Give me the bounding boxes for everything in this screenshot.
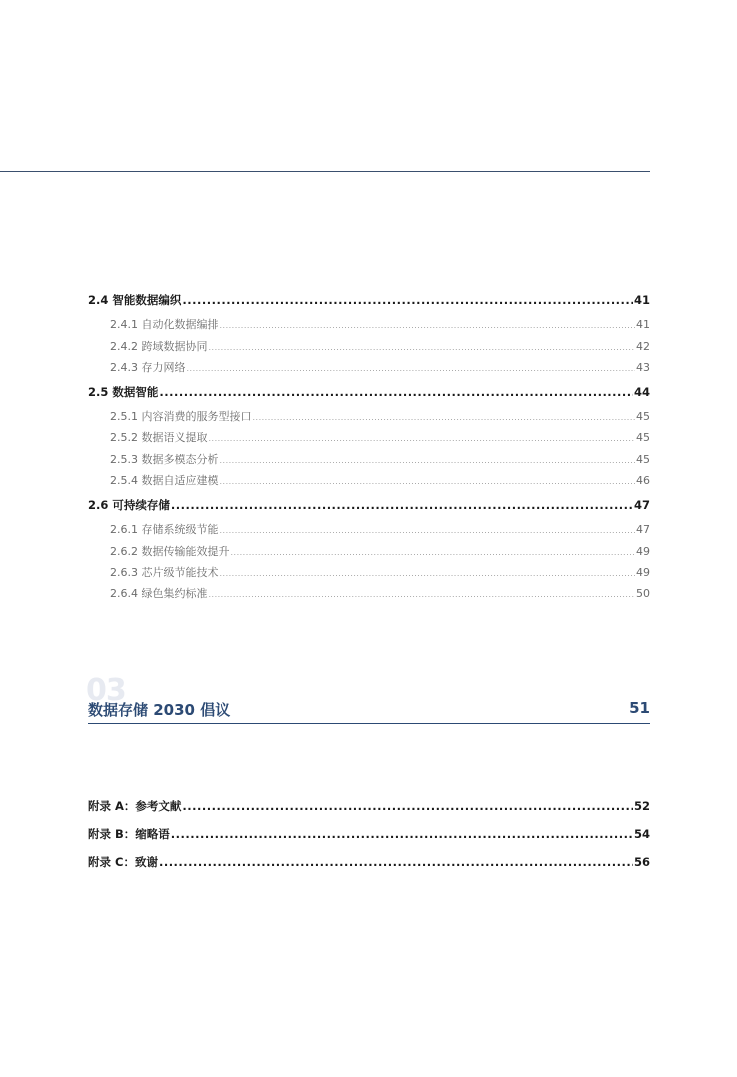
toc-entry-2-5-3[interactable] bbox=[110, 451, 650, 467]
toc-page: 52 bbox=[633, 799, 650, 813]
dot-leader bbox=[220, 321, 636, 330]
toc-label: 2.6.2 数据传输能效提升 bbox=[110, 545, 230, 558]
toc-entry-2-5-2[interactable] bbox=[110, 429, 650, 445]
toc-label: 2.5.4 数据自适应建模 bbox=[110, 474, 219, 487]
toc-page: 47 bbox=[633, 498, 650, 512]
chapter-page-number: 51 bbox=[629, 699, 650, 717]
toc-label: 2.4 智能数据编织 bbox=[88, 293, 182, 307]
dot-leader bbox=[253, 413, 636, 422]
dot-leader bbox=[220, 526, 636, 535]
dot-leader bbox=[187, 364, 636, 373]
dot-leader bbox=[209, 590, 636, 599]
toc-page: 42 bbox=[636, 340, 650, 353]
chapter-number-watermark: 03 bbox=[86, 673, 126, 708]
toc-label: 2.4.3 存力网络 bbox=[110, 361, 186, 374]
toc-entry-2-6-1[interactable] bbox=[110, 521, 650, 537]
dot-leader bbox=[159, 855, 633, 869]
toc-label: 2.5.2 数据语义提取 bbox=[110, 431, 208, 444]
toc-label: 2.5.3 数据多模态分析 bbox=[110, 453, 219, 466]
toc-page: 43 bbox=[636, 361, 650, 374]
toc-label: 2.6.3 芯片级节能技术 bbox=[110, 566, 219, 579]
toc-page: 41 bbox=[633, 293, 650, 307]
dot-leader bbox=[220, 456, 636, 465]
dot-leader bbox=[182, 799, 633, 813]
dot-leader bbox=[209, 343, 636, 352]
toc-label: 2.4.1 自动化数据编排 bbox=[110, 318, 219, 331]
dot-leader bbox=[171, 827, 633, 841]
toc-entry-2-5[interactable] bbox=[88, 384, 650, 400]
toc-label: 附录 B：缩略语 bbox=[88, 827, 170, 841]
dot-leader bbox=[220, 477, 636, 486]
toc-page: 45 bbox=[636, 453, 650, 466]
toc-label: 2.6.1 存储系统级节能 bbox=[110, 523, 219, 536]
toc-page: 49 bbox=[636, 545, 650, 558]
toc-entry-2-4-2[interactable] bbox=[110, 338, 650, 354]
dot-leader bbox=[182, 293, 633, 307]
toc-label: 附录 A：参考文献 bbox=[88, 799, 182, 813]
toc-label: 2.6 可持续存储 bbox=[88, 498, 170, 512]
toc-label: 2.5 数据智能 bbox=[88, 385, 159, 399]
toc-page: 49 bbox=[636, 566, 650, 579]
toc-page: 54 bbox=[633, 827, 650, 841]
toc-label: 附录 C：致谢 bbox=[88, 855, 158, 869]
toc-entry-2-6-3[interactable] bbox=[110, 564, 650, 580]
toc-entry-2-4-3[interactable] bbox=[110, 359, 650, 375]
toc-page: 44 bbox=[633, 385, 650, 399]
dot-leader bbox=[231, 548, 636, 557]
dot-leader bbox=[209, 434, 636, 443]
toc-label: 2.6.4 绿色集约标准 bbox=[110, 587, 208, 600]
toc-page: 50 bbox=[636, 587, 650, 600]
toc-page: 45 bbox=[636, 431, 650, 444]
toc-entry-2-4-1[interactable] bbox=[110, 316, 650, 332]
toc-page: 56 bbox=[633, 855, 650, 869]
toc-entry-2-4[interactable] bbox=[88, 292, 650, 308]
toc-entry-appendix-a[interactable] bbox=[88, 798, 650, 814]
toc-entry-2-6-2[interactable] bbox=[110, 543, 650, 559]
toc-page: 45 bbox=[636, 410, 650, 423]
toc-page: 46 bbox=[636, 474, 650, 487]
dot-leader bbox=[220, 569, 636, 578]
dot-leader bbox=[171, 498, 633, 512]
toc-entry-appendix-c[interactable] bbox=[88, 854, 650, 870]
toc-entry-2-6[interactable] bbox=[88, 497, 650, 513]
toc-entry-2-5-1[interactable] bbox=[110, 408, 650, 424]
toc-label: 2.4.2 跨域数据协同 bbox=[110, 340, 208, 353]
toc-entry-2-5-4[interactable] bbox=[110, 472, 650, 488]
toc-page: 41 bbox=[636, 318, 650, 331]
toc-label: 2.5.1 内容消费的服务型接口 bbox=[110, 410, 252, 423]
chapter-title[interactable]: 数据存储 2030 倡议 bbox=[88, 701, 231, 719]
toc-page: 47 bbox=[636, 523, 650, 536]
chapter-divider bbox=[88, 723, 650, 724]
toc-entry-2-6-4[interactable] bbox=[110, 585, 650, 601]
toc-entry-appendix-b[interactable] bbox=[88, 826, 650, 842]
header-divider bbox=[0, 171, 650, 172]
dot-leader bbox=[159, 385, 633, 399]
